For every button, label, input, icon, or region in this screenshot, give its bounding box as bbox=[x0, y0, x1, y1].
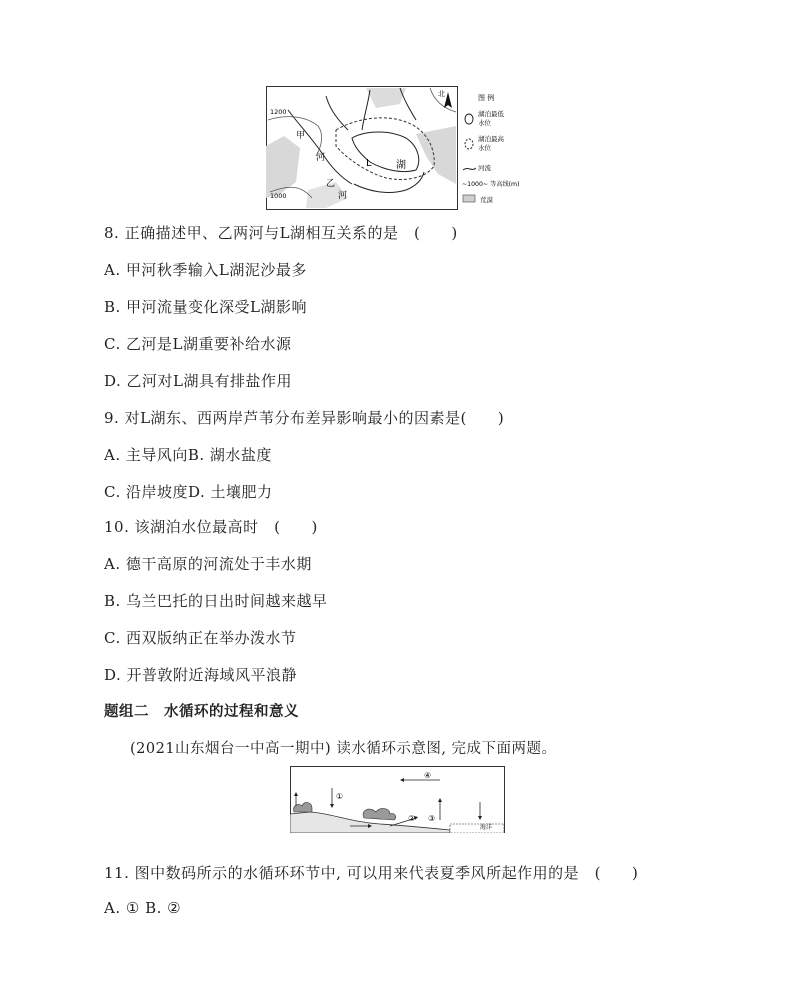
q8-option-c: C. 乙河是L湖重要补给水源 bbox=[104, 335, 292, 353]
cycle-number-2: ② bbox=[408, 814, 416, 823]
river-jia-label-2: 河 bbox=[316, 153, 326, 163]
question-9: 9. 对L湖东、西两岸芦苇分布差异影响最小的因素是( ) bbox=[104, 409, 505, 427]
legend-high-symbol bbox=[465, 139, 473, 149]
legend-river-symbol bbox=[463, 168, 476, 170]
cycle-number-3: ③ bbox=[428, 814, 436, 823]
cycle-number-4: ④ bbox=[424, 771, 432, 780]
legend-title: 图 例 bbox=[478, 94, 495, 102]
water-cycle-figure bbox=[290, 766, 505, 833]
legend-desert: 荒漠 bbox=[480, 196, 493, 204]
legend-desert-symbol bbox=[463, 195, 475, 202]
q10-option-d: D. 开普敦附近海域风平浪静 bbox=[104, 666, 298, 684]
cycle-number-1: ① bbox=[336, 792, 344, 801]
legend-high-2: 水位 bbox=[478, 144, 491, 152]
river-jia-label-1: 甲 bbox=[296, 131, 306, 141]
lake-l-label: L bbox=[366, 158, 372, 169]
ocean-label: 海洋 bbox=[480, 824, 493, 831]
legend-river: 河流 bbox=[478, 164, 491, 172]
q8-option-d: D. 乙河对L湖具有排盐作用 bbox=[104, 372, 292, 390]
question-11: 11. 图中数码所示的水循环环节中, 可以用来代表夏季风所起作用的是 ( ) bbox=[104, 864, 639, 882]
q10-option-c: C. 西双版纳正在举办泼水节 bbox=[104, 629, 297, 647]
group-heading: 题组二 水循环的过程和意义 bbox=[104, 704, 299, 720]
river-yi-label-2: 河 bbox=[338, 191, 348, 201]
north-label: 北 bbox=[438, 90, 445, 98]
q10-option-a: A. 德干高原的河流处于丰水期 bbox=[104, 555, 312, 573]
river-yi-label-1: 乙 bbox=[326, 179, 336, 189]
question-10: 10. 该湖泊水位最高时 ( ) bbox=[104, 518, 318, 536]
legend-low-symbol bbox=[465, 114, 473, 124]
q9-options-cd: C. 沿岸坡度D. 土壤肥力 bbox=[104, 483, 273, 501]
legend-high-1: 湖泊最高 bbox=[478, 135, 504, 143]
lake-map-figure bbox=[266, 86, 528, 210]
source-note: (2021山东烟台一中高一期中) 读水循环示意图, 完成下面两题。 bbox=[130, 741, 557, 757]
q9-options-ab: A. 主导风向B. 湖水盐度 bbox=[104, 446, 272, 464]
contour-1200-label: 1200 bbox=[270, 108, 287, 116]
contour-1000-label: 1000 bbox=[270, 192, 287, 200]
legend-low-2: 水位 bbox=[478, 119, 491, 127]
q11-options-ab: A. ① B. ② bbox=[104, 899, 182, 917]
lake-hu-label: 湖 bbox=[396, 160, 406, 171]
q8-option-a: A. 甲河秋季输入L湖泥沙最多 bbox=[104, 261, 307, 279]
legend-contour: ~1000~ 等高线(m) bbox=[462, 181, 520, 188]
q8-option-b: B. 甲河流量变化深受L湖影响 bbox=[104, 298, 308, 316]
legend-low-1: 湖泊最低 bbox=[478, 110, 504, 118]
question-8: 8. 正确描述甲、乙两河与L湖相互关系的是 ( ) bbox=[104, 224, 458, 242]
q10-option-b: B. 乌兰巴托的日出时间越来越早 bbox=[104, 592, 328, 610]
